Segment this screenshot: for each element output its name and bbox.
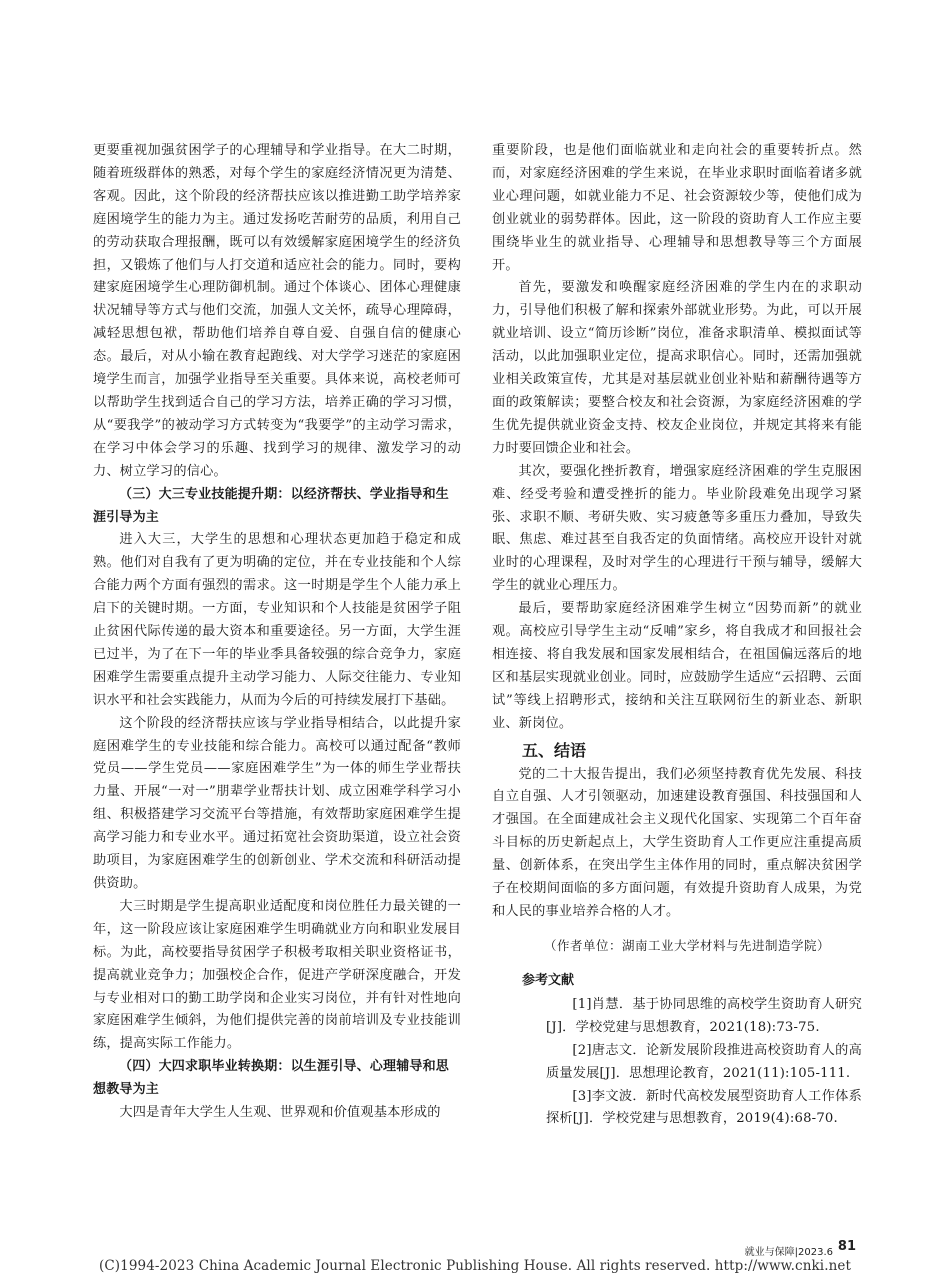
right-paragraph-3: 其次，要强化挫折教育，增强家庭经济困难的学生克服困难、经受考验和遭受挫折的能力。毕业阶段难免出现学习紧张、求职不顺、考研失败、实习疲惫等多重压力叠加，导致失眠、焦虑、难过甚至自我否定的负面情绪。高校应开设针对就业时的心理课程，及时对学生的心理进行干预与辅导，缓解大学生的就业心理压力。 (492, 463, 862, 594)
section-heading-senior-year: （四）大四求职毕业转换期：以生涯引导、心理辅导和思想教导为主 (93, 1059, 450, 1098)
section-heading-junior-year: （三）大三专业技能提升期：以经济帮扶、学业指导和生涯引导为主 (93, 486, 450, 525)
left-paragraph-5: 大四是青年大学生人生观、世界观和价值观基本形成的 (119, 1105, 441, 1121)
reference-item: [1]肖慧．基于协同思维的高校学生资助育人研究[J]．学校党建与思想教育，2021(18):73-75. (546, 996, 862, 1035)
left-paragraph-4: 大三时期是学生提高职业适配度和岗位胜任力最关键的一年，这一阶段应该让家庭困难学生明确就业方向和职业发展目标。为此，高校要指导贫困学子积极考取相关职业资格证书，提高就业竞争力；加强校企合作，促进产学研深度融合，开发与专业相对口的勤工助学岗和企业实习岗位，并有针对性地向家庭困难学生倾斜，为他们提供完善的岗前培训及专业技能训练，提高实际工作能力。 (93, 898, 461, 1052)
left-paragraph-3: 这个阶段的经济帮扶应该与学业指导相结合，以此提升家庭困难学生的专业技能和综合能力。高校可以通过配备“教师党员——学生党员——家庭困难学生”为一体的师生学业帮扶力量、开展“一对一”朋辈学业帮扶计划、成立困难学科学习小组、积极搭建学习交流平台等措施，有效帮助家庭困难学生提高学习能力和专业水平。通过拓宽社会资助渠道，设立社会资助项目，为家庭困难学生的创新创业、学术交流和科研活动提供资助。 (93, 715, 461, 891)
reference-item: [3]李文波．新时代高校发展型资助育人工作体系探析[J]．学校党建与思想教育，2019(4):68-70. (546, 1088, 862, 1127)
conclusion-paragraph: 党的二十大报告提出，我们必须坚持教育优先发展、科技自立自强、人才引领驱动，加速建设教育强国、科技强国和人才强国。在全面建成社会主义现代化国家、实现第二个百年奋斗目标的历史新起点上，大学生资助育人工作更应注重提高质量、创新体系，在突出学生主体作用的同时，重点解决贫困学子在校期间面临的多方面问题，有效提升资助育人成果，为党和人民的事业培养合格的人才。 (492, 766, 862, 919)
reference-item: [2]唐志文．论新发展阶段推进高校资助育人的高质量发展[J]．思想理论教育，2021(11):105-111. (546, 1042, 862, 1081)
conclusion-heading: 五、结语 (522, 740, 587, 760)
left-column (93, 140, 461, 1125)
right-paragraph-1: 重要阶段，也是他们面临就业和走向社会的重要转折点。然而，对家庭经济困难的学生来说，在毕业求职时面临着诸多就业心理问题，如就业能力不足、社会资源较少等，使他们成为创业就业的弱势群体。因此，这一阶段的资助育人工作应主要围绕毕业生的就业指导、心理辅导和思想教导等三个方面展开。 (492, 143, 862, 273)
author-affiliation: （作者单位：湖南工业大学材料与先进制造学院） (543, 937, 830, 953)
right-column (492, 140, 862, 1131)
copyright-notice: (C)1994-2023 China Academic Journal Electronic Publishing House. All rights reserved. http://www.cnki.net (98, 1258, 852, 1274)
left-paragraph-2: 进入大三，大学生的思想和心理状态更加趋于稳定和成熟。他们对自我有了更为明确的定位，并在专业技能和个人综合能力两个方面有强烈的需求。这一时期是学生个人能力承上启下的关键时期。一方面，专业知识和个人技能是贫困学子阻止贫困代际传递的最大资本和重要途径。另一方面，大学生涯已过半，为了在下一年的毕业季具备较强的综合竞争力，家庭困难学生需要重点提升主动学习能力、人际交往能力、专业知识水平和社会实践能力，从而为今后的可持续发展打下基础。 (93, 532, 461, 708)
page-number: 81 (837, 1239, 856, 1254)
references-heading: 参考文献 (522, 972, 575, 988)
right-paragraph-4: 最后，要帮助家庭经济困难学生树立“因势而新”的就业观。高校应引导学生主动“反哺”家乡，将自我成才和回报社会相连接、将自我发展和国家发展相结合，在祖国偏远落后的地区和基层实现就业创业。同时，应鼓励学生适应“云招聘、云面试”等线上招聘形式，接纳和关注互联网衍生的新业态、新职业、新岗位。 (492, 601, 862, 731)
left-paragraph-1: 更要重视加强贫困学子的心理辅导和学业指导。在大二时期，随着班级群体的熟悉，对每个学生的家庭经济情况更为清楚、客观。因此，这个阶段的经济帮扶应该以推进勤工助学培养家庭困境学生的能力为主。通过发扬吃苦耐劳的品质，利用自己的劳动获取合理报酬，既可以有效缓解家庭困境学生的经济负担，又锻炼了他们与人打交道和适应社会的能力。同时，要构建家庭困境学生心理防御机制。通过个体谈心、团体心理健康状况辅导等方式与他们交流，加强人文关怀，疏导心理障碍，减轻思想包袱，帮助他们培养自尊自爱、自强自信的健康心态。最后，对从小输在教育起跑线、对大学学习迷茫的家庭困境学生而言，加强学业指导至关重要。具体来说，高校老师可以帮助学生找到适合自己的学习方法，培养正确的学习习惯，从“要我学”的被动学习方式转变为“我要学”的主动学习需求，在学习中体会学习的乐趣、找到学习的规律、激发学习的动力、树立学习的信心。 (93, 143, 461, 479)
right-paragraph-2: 首先，要激发和唤醒家庭经济困难的学生内在的求职动力，引导他们积极了解和探索外部就业形势。为此，可以开展就业培训、设立“简历诊断”岗位，准备求职清单、模拟面试等活动，以此加强职业定位，提高求职信心。同时，还需加强就业相关政策宣传，尤其是对基层就业创业补贴和薪酬待遇等方面的政策解读；要整合校友和社会资源，为家庭经济困难的学生优先提供就业资金支持、校友企业岗位，并规定其将来有能力时要回馈企业和社会。 (492, 280, 862, 456)
journal-footer: 就业与保障|2023.6 (744, 1247, 833, 1258)
